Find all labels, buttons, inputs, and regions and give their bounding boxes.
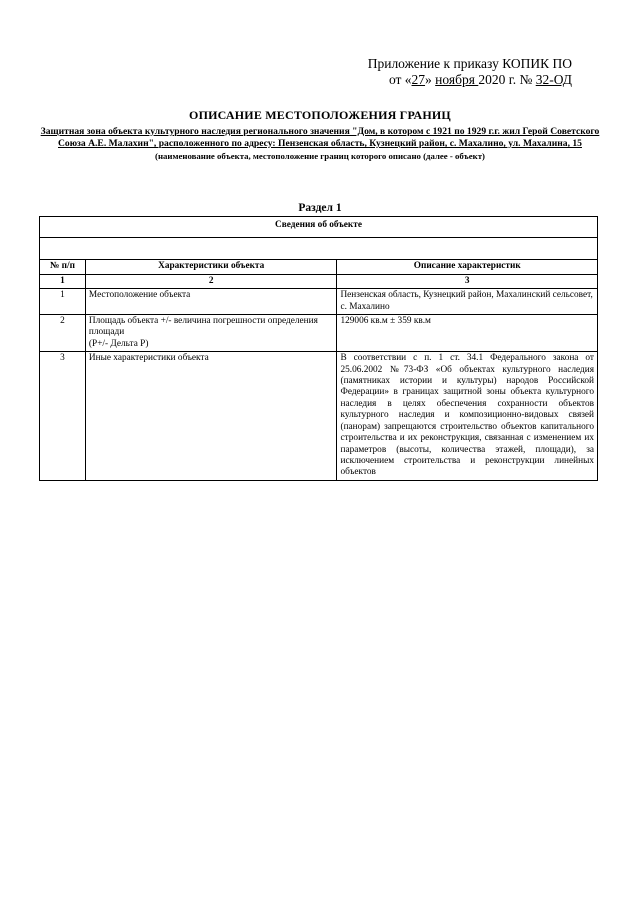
object-info-table xyxy=(39,216,598,481)
table-title: Сведения об объекте xyxy=(40,217,598,238)
appendix-line2 xyxy=(368,72,572,88)
column-header-description: Описание характеристик xyxy=(337,260,598,274)
row-characteristic-extra: (Р+/- Дельта Р) xyxy=(88,338,149,349)
table-title-row xyxy=(40,217,598,238)
column-header-num: № п/п xyxy=(40,260,86,274)
row-characteristic-text: Площадь объекта +/- величина погрешности определения площади xyxy=(88,316,318,338)
appendix-number: 32-ОД xyxy=(535,72,572,87)
row-description: В соответствии с п. 1 ст. 34.1 Федерального закона от 25.06.2002 №73-ФЗ «Об объектах культурного наследия (памятниках истории и культуры) народов Российской Федерации» в границах защитной зоны объекта культурного наследия в целях обеспечения сохранности объектов культурного наследия и композиционно-видовых связей (панорам) запрещаются строительство объектов капитального строительства и их реконструкция, связанная с изменением их параметров (высоты, количества этажей, площади), за исключением строительства и реконструкции линейных объектов xyxy=(337,352,598,480)
row-number: 2 xyxy=(40,315,86,352)
column-number-2: 2 xyxy=(85,274,337,288)
column-number-3: 3 xyxy=(337,274,598,288)
column-header-characteristic: Характеристики объекта xyxy=(85,260,337,274)
table-spacer-row xyxy=(40,238,598,260)
object-name-caption: (наименование объекта, местоположение границ которого описано (далее - объект) xyxy=(155,151,485,161)
appendix-month: ноября xyxy=(435,72,479,87)
row-characteristic: Местоположение объекта xyxy=(85,289,337,315)
appendix-day: 27 xyxy=(411,72,426,87)
object-name: Защитная зона объекта культурного наследия регионального значения "Дом, в котором с 1921 по 1929 г.г. жил Герой Советского Союза А.Е. Малахин", расположенного по адресу: Пензенская область, Кузнецкий район, с. Махалино, ул. Махалина, 15 xyxy=(40,126,600,149)
appendix-year: 2020 г. № xyxy=(478,72,536,87)
row-description: Пензенская область, Кузнецкий район, Махалинский сельсовет, с. Махалино xyxy=(337,289,598,315)
table-row xyxy=(40,352,598,480)
appendix-header xyxy=(368,56,572,88)
row-characteristic: Иные характеристики объекта xyxy=(85,352,337,480)
table-header-row xyxy=(40,260,598,274)
row-characteristic xyxy=(85,315,337,352)
appendix-date-prefix: от « xyxy=(388,72,412,87)
appendix-date-mid: » xyxy=(425,72,436,87)
table-row xyxy=(40,315,598,352)
table-column-numbers-row xyxy=(40,274,598,288)
appendix-line1: Приложение к приказу КОПИК ПО xyxy=(367,56,572,71)
row-number: 3 xyxy=(40,352,86,480)
table-row xyxy=(40,289,598,315)
row-number: 1 xyxy=(40,289,86,315)
table-spacer xyxy=(40,238,598,260)
document-title: ОПИСАНИЕ МЕСТОПОЛОЖЕНИЯ ГРАНИЦ xyxy=(189,108,451,122)
section-title: Раздел 1 xyxy=(298,202,342,214)
row-description: 129006 кв.м ± 359 кв.м xyxy=(337,315,598,352)
document-heading xyxy=(40,108,600,162)
column-number-1: 1 xyxy=(40,274,86,288)
